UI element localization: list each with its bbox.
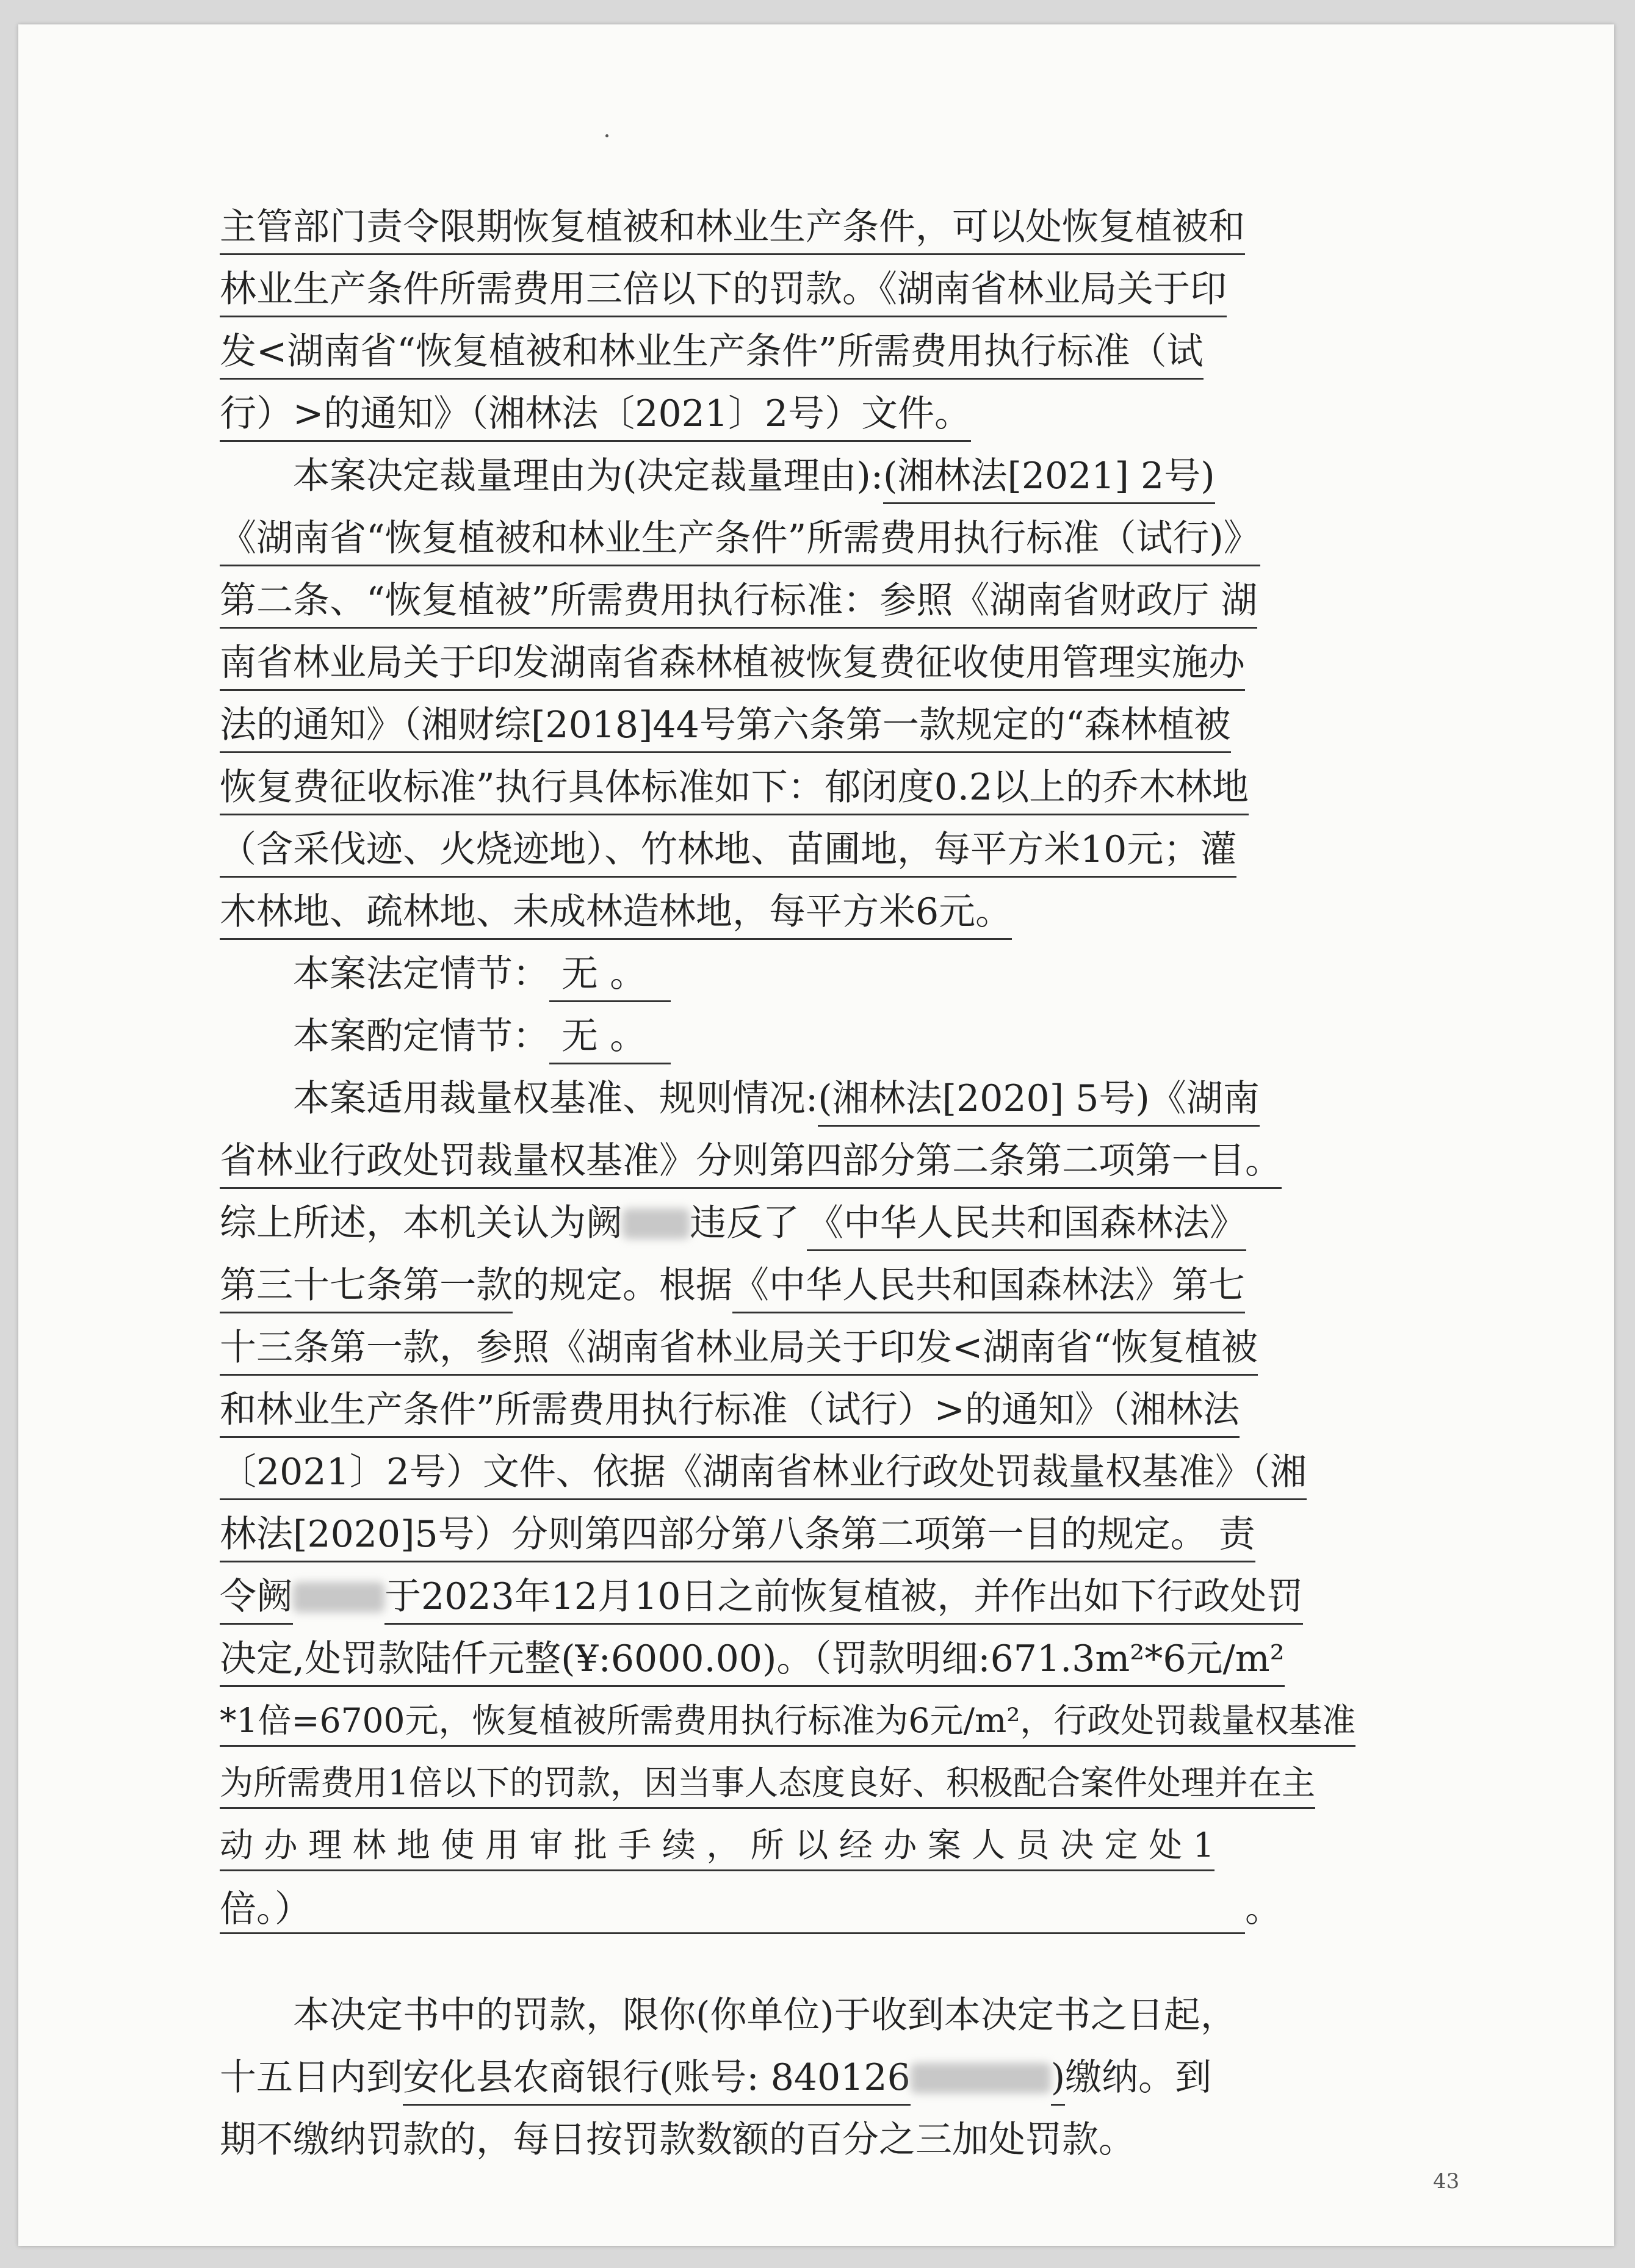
text-line: 令阙 于2023年12月10日之前恢复植被，并作出如下行政处罚 — [220, 1578, 1303, 1615]
text-line: 本决定书中的罚款，限你(你单位)于收到本决定书之日起， — [293, 1994, 1237, 2037]
text-line: 行）>的通知》（湘林法〔2021〕2号）文件。 — [220, 395, 971, 432]
text-line: 本案决定裁量理由为(决定裁量理由):(湘林法[2021] 2号) — [293, 458, 1215, 494]
text-line: 决定,处罚款陆仟元整(¥:6000.00)。（罚款明细:671.3m²*6元/m² — [220, 1641, 1285, 1677]
redacted-name — [623, 1208, 690, 1239]
text-line: 动 办 理 林 地 使 用 审 批 手 续 ， 所 以 经 办 案 人 员 决 定 处 1 — [220, 1829, 1215, 1862]
text-line: 林业生产条件所需费用三倍以下的罚款。《湖南省林业局关于印 — [220, 271, 1227, 308]
text-line: 第三十七条第一款的规定。根据《中华人民共和国森林法》第七 — [220, 1267, 1245, 1304]
text-line: （含采伐迹、火烧迹地）、竹林地、苗圃地，每平方米10元；灌 — [220, 831, 1236, 868]
text-line: 省林业行政处罚裁量权基准》分则第四部分第二条第二项第一目。 — [220, 1143, 1282, 1179]
text-line: 第二条、“恢复植被”所需费用执行标准：参照《湖南省财政厅 湖 — [220, 582, 1257, 619]
text-line: 和林业生产条件”所需费用执行标准（试行）>的通知》（湘林法 — [220, 1392, 1240, 1428]
page-number: 43 — [1433, 2169, 1460, 2194]
text-line: 恢复费征收标准”执行具体标准如下：郁闭度0.2以上的乔木林地 — [220, 769, 1249, 806]
text-line: 主管部门责令限期恢复植被和林业生产条件，可以处恢复植被和 — [220, 209, 1245, 245]
document-page — [18, 24, 1614, 2246]
text-line: 倍。） 。 — [220, 1891, 1282, 1934]
text-line: 〔2021〕2号）文件、依据《湖南省林业行政处罚裁量权基准》（湘 — [220, 1454, 1307, 1490]
text-line: 为所需费用1倍以下的罚款，因当事人态度良好、积极配合案件处理并在主 — [220, 1766, 1315, 1800]
text-line: 发<湖南省“恢复植被和林业生产条件”所需费用执行标准（试 — [220, 333, 1204, 370]
text-line: 木林地、疏林地、未成林造林地，每平方米6元。 — [220, 894, 1012, 930]
text-line: 期不缴纳罚款的，每日按罚款数额的百分之三加处罚款。 — [220, 2118, 1135, 2161]
text-line: 十三条第一款，参照《湖南省林业局关于印发<湖南省“恢复植被 — [220, 1329, 1258, 1366]
text-line: *1倍=6700元，恢复植被所需费用执行标准为6元/m²，行政处罚裁量权基准 — [220, 1704, 1355, 1738]
text-line: 林法[2020]5号）分则第四部分第八条第二项第一目的规定。 责 — [220, 1516, 1255, 1553]
discretionary-circumstances: 本案酌定情节： 无 。 — [293, 1018, 671, 1055]
text-line: 综上所述，本机关认为阙 违反了 《中华人民共和国森林法》 — [220, 1205, 1246, 1241]
text-line: 法的通知》（湘财综[2018]44号第六条第一款规定的“森林植被 — [220, 707, 1231, 743]
text-line: 十五日内到安化县农商银行(账号: 840126 )缴纳。到 — [220, 2059, 1211, 2096]
legal-circumstances: 本案法定情节： 无 。 — [293, 956, 671, 992]
redacted-name — [293, 1582, 384, 1613]
text-line: 《湖南省“恢复植被和林业生产条件”所需费用执行标准（试行)》 — [220, 520, 1260, 557]
redacted-account-number — [911, 2063, 1051, 2093]
scan-speck — [605, 134, 608, 137]
text-line: 本案适用裁量权基准、规则情况:(湘林法[2020] 5号)《湖南 — [293, 1080, 1260, 1117]
text-line: 南省林业局关于印发湖南省森林植被恢复费征收使用管理实施办 — [220, 645, 1245, 681]
